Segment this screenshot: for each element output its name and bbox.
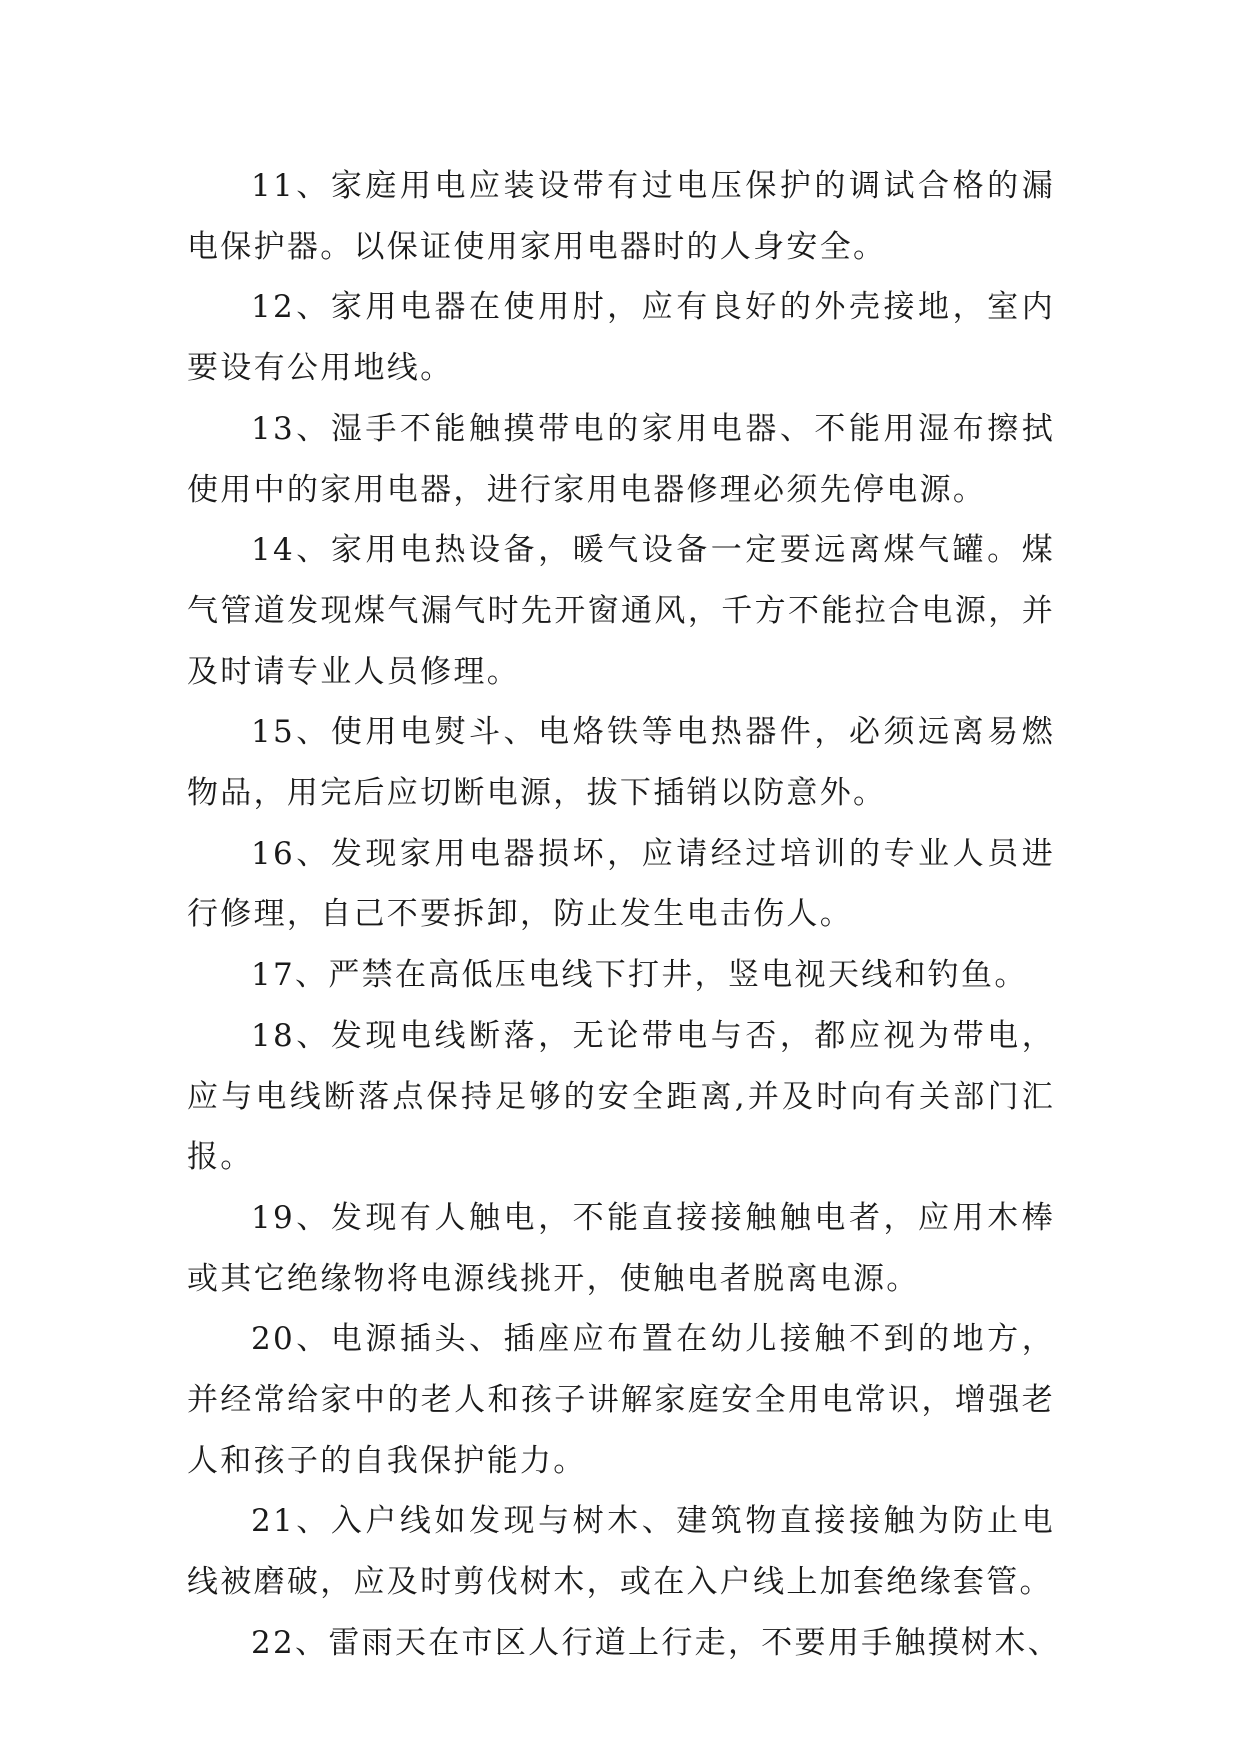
paragraph-11: 11、家庭用电应装设带有过电压保护的调试合格的漏电保护器。以保证使用家用电器时的人身安全。 bbox=[187, 168, 1055, 265]
document-body bbox=[187, 156, 1061, 1674]
paragraph-22: 22、雷雨天在市区人行道上行走，不要用手触摸树木、 bbox=[251, 1624, 1061, 1661]
paragraph-12: 12、家用电器在使用肘，应有良好的外壳接地，室内要设有公用地线。 bbox=[187, 289, 1055, 387]
paragraph-21: 21、入户线如发现与树木、建筑物直接接触为防止电线被磨破，应及时剪伐树木，或在入户线上加套绝缘套管。 bbox=[187, 1503, 1055, 1601]
paragraph-14: 14、家用电热设备，暖气设备一定要远离煤气罐。煤气管道发现煤气漏气时先开窗通风，千方不能拉合电源，并及时请专业人员修理。 bbox=[187, 532, 1055, 690]
paragraph-13: 13、湿手不能触摸带电的家用电器、不能用湿布擦拭使用中的家用电器，进行家用电器修理必须先停电源。 bbox=[187, 410, 1055, 508]
paragraph-16: 16、发现家用电器损坏，应请经过培训的专业人员进行修理，自己不要拆卸，防止发生电击伤人。 bbox=[187, 835, 1055, 933]
paragraph-15: 15、使用电熨斗、电烙铁等电热器件，必须远离易燃物品，用完后应切断电源，拔下插销以防意外。 bbox=[187, 714, 1055, 812]
paragraph-17: 17、严禁在高低压电线下打井，竖电视天线和钓鱼。 bbox=[251, 957, 1028, 994]
paragraph-19: 19、发现有人触电，不能直接接触触电者，应用木棒或其它绝缘物将电源线挑开，使触电者脱离电源。 bbox=[187, 1199, 1055, 1297]
paragraph-18: 18、发现电线断落，无论带电与否，都应视为带电，应与电线断落点保持足够的安全距离,并及时向有关部门汇报。 bbox=[187, 1017, 1055, 1176]
paragraph-20: 20、电源插头、插座应布置在幼儿接触不到的地方，并经常给家中的老人和孩子讲解家庭安全用电常识，增强老人和孩子的自我保护能力。 bbox=[187, 1321, 1055, 1479]
